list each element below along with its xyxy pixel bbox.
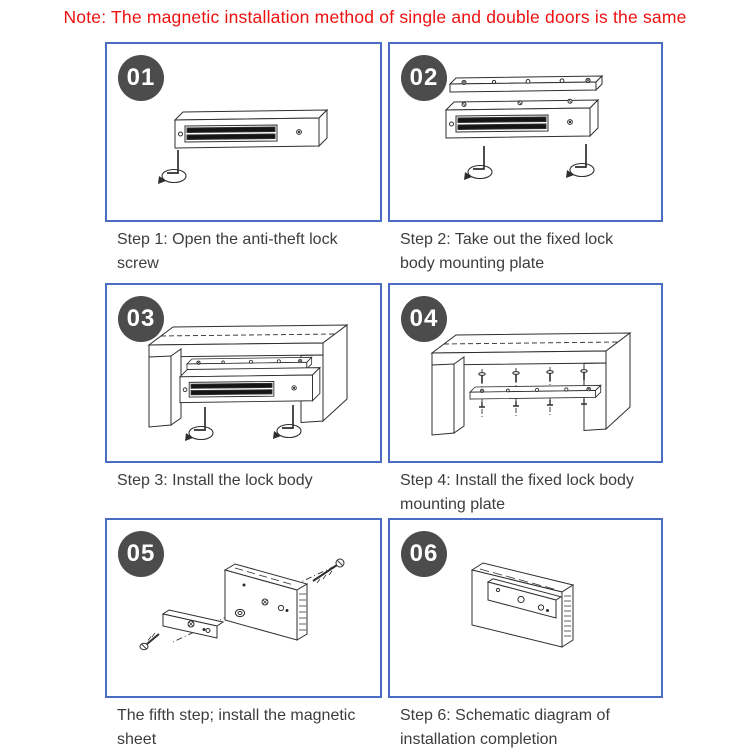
step3-caption: Step 3: Install the lock body bbox=[117, 472, 313, 489]
step4-caption: Step 4: Install the fixed lock body mounting plate bbox=[400, 472, 634, 513]
allen-key-icon bbox=[566, 144, 594, 178]
step6-frame bbox=[388, 518, 663, 698]
allen-key-icon bbox=[185, 407, 213, 441]
step3-frame bbox=[105, 283, 382, 463]
door-frame bbox=[432, 333, 630, 435]
lock-body bbox=[446, 99, 598, 138]
step-number-badge: 01 bbox=[118, 55, 164, 101]
step-number-badge: 05 bbox=[118, 531, 164, 577]
allen-key-icon bbox=[273, 405, 301, 439]
lock-body bbox=[175, 110, 327, 148]
step1-caption: Step 1: Open the anti-theft lock screw bbox=[117, 231, 338, 272]
step-card-4 bbox=[388, 283, 663, 517]
step-card-1 bbox=[105, 42, 382, 276]
step-card-3 bbox=[105, 283, 382, 493]
step-card-5 bbox=[105, 518, 382, 750]
step4-frame bbox=[388, 283, 663, 463]
screws bbox=[479, 370, 587, 383]
step5-frame bbox=[105, 518, 382, 698]
mounting-plate bbox=[450, 76, 602, 92]
magnetic-plate bbox=[225, 564, 307, 640]
step2-frame bbox=[388, 42, 663, 222]
note-banner: Note: The magnetic installation method of single and double doors is the same bbox=[63, 7, 687, 27]
step-number-badge: 03 bbox=[118, 296, 164, 342]
step-card-2 bbox=[388, 42, 663, 276]
allen-key-icon bbox=[158, 150, 186, 184]
screw-nuts bbox=[479, 399, 587, 407]
screw bbox=[140, 633, 159, 650]
screw bbox=[313, 559, 344, 583]
lock-body bbox=[180, 368, 320, 403]
step1-frame bbox=[105, 42, 382, 222]
mounting-plate bbox=[470, 385, 601, 399]
allen-key-icon bbox=[464, 146, 492, 180]
magnetic-sheet-strip bbox=[163, 610, 223, 638]
step2-caption: Step 2: Take out the fixed lock body mounting plate bbox=[400, 231, 614, 272]
step-card-6 bbox=[388, 518, 663, 750]
step5-caption: The fifth step; install the magnetic sheet bbox=[117, 707, 356, 748]
step-number-badge: 04 bbox=[401, 296, 447, 342]
step-number-badge: 06 bbox=[401, 531, 447, 577]
step6-caption: Step 6: Schematic diagram of installation completion bbox=[400, 707, 610, 748]
step-number-badge: 02 bbox=[401, 55, 447, 101]
